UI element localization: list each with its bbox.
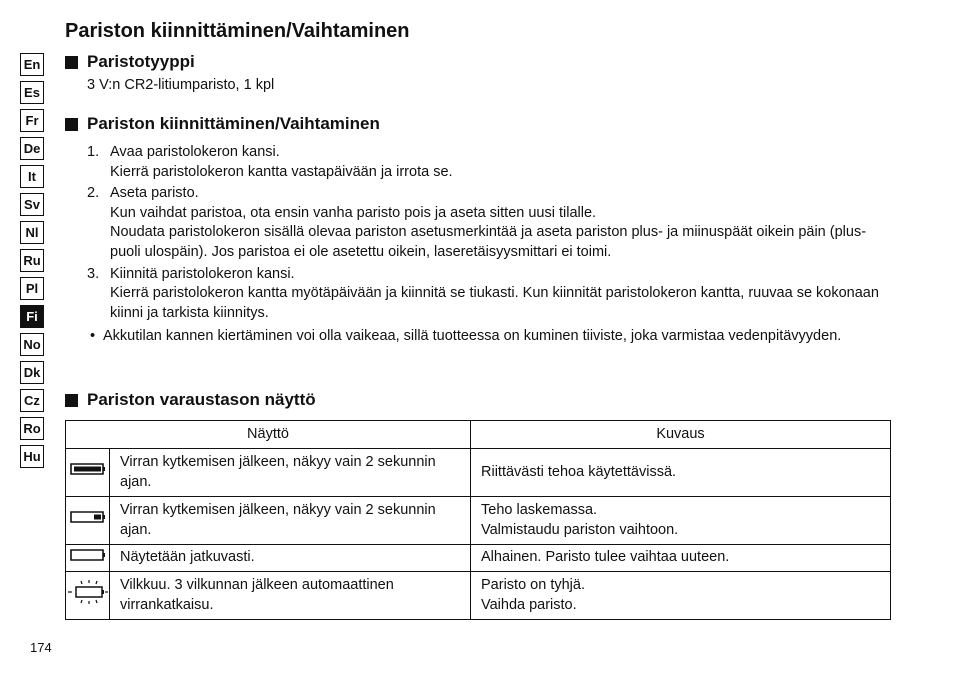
battery-type-heading-text: Paristotyyppi <box>87 52 195 71</box>
install-heading-text: Pariston kiinnittäminen/Vaihtaminen <box>87 114 380 133</box>
level-heading-text: Pariston varaustason näyttö <box>87 390 316 409</box>
language-tab-nl[interactable]: Nl <box>20 221 44 244</box>
table-row <box>66 545 891 572</box>
language-tab-no[interactable]: No <box>20 333 44 356</box>
display-cell: Virran kytkemisen jälkeen, näkyy vain 2 sekunnin ajan. <box>110 449 471 497</box>
step-number: 2. <box>87 185 100 202</box>
install-steps <box>87 143 887 325</box>
language-tab-sv[interactable]: Sv <box>20 193 44 216</box>
description-line: Valmistaudu pariston vaihtoon. <box>481 521 679 538</box>
language-tab-ro[interactable]: Ro <box>20 417 44 440</box>
description-cell <box>471 545 891 572</box>
install-heading <box>65 114 380 134</box>
description-line: Paristo on tyhjä. <box>481 576 585 593</box>
language-tab-en[interactable]: En <box>20 53 44 76</box>
language-tab-pl[interactable]: Pl <box>20 277 44 300</box>
language-tab-dk[interactable]: Dk <box>20 361 44 384</box>
step-text: Kun vaihdat paristoa, ota ensin vanha paristo pois ja aseta sitten uusi tilalle. <box>110 204 597 221</box>
language-tab-cz[interactable]: Cz <box>20 389 44 412</box>
table-row <box>66 497 891 545</box>
table-row <box>66 449 891 497</box>
table-header-row <box>66 421 891 449</box>
battery-blinking-icon <box>66 572 110 620</box>
language-tabs <box>20 53 44 473</box>
step-text: Kierrä paristolokeron kantta myötäpäivään ja kiinnitä se tiukasti. Kun kiinnität paristolokeron kantta, ruuvaa se kokonaan kiinni ja tarkista kiinnitys. <box>110 285 879 321</box>
step-number: 3. <box>87 265 100 282</box>
step-title: Aseta paristo. <box>110 185 199 202</box>
language-tab-es[interactable]: Es <box>20 81 44 104</box>
column-header-display: Näyttö <box>66 421 471 449</box>
language-tab-hu[interactable]: Hu <box>20 445 44 468</box>
step-title: Avaa paristolokeron kansi. <box>110 144 280 160</box>
step-1 <box>87 143 887 182</box>
language-tab-it[interactable]: It <box>20 165 44 188</box>
description-line: Alhainen. Paristo tulee vaihtaa uuteen. <box>481 549 730 566</box>
battery-low-icon <box>66 497 110 545</box>
battery-type-text: 3 V:n CR2-litiumparisto, 1 kpl <box>87 77 275 93</box>
language-tab-fr[interactable]: Fr <box>20 109 44 132</box>
language-tab-fi[interactable]: Fi <box>20 305 44 328</box>
step-number: 1. <box>87 144 100 160</box>
install-note <box>90 327 880 347</box>
table-row <box>66 572 891 620</box>
step-2 <box>87 184 887 262</box>
display-cell: Virran kytkemisen jälkeen, näkyy vain 2 sekunnin ajan. <box>110 497 471 545</box>
description-line: Teho laskemassa. <box>481 501 598 518</box>
square-bullet-icon <box>65 394 78 407</box>
description-cell <box>471 449 891 497</box>
description-cell <box>471 497 891 545</box>
language-tab-ru[interactable]: Ru <box>20 249 44 272</box>
description-cell <box>471 572 891 620</box>
language-tab-de[interactable]: De <box>20 137 44 160</box>
bullet-icon: • <box>90 328 96 344</box>
battery-level-table <box>65 420 891 620</box>
description-line: Riittävästi tehoa käytettävissä. <box>481 463 677 480</box>
column-header-description: Kuvaus <box>471 421 891 449</box>
level-heading <box>65 390 316 410</box>
square-bullet-icon <box>65 118 78 131</box>
display-cell: Vilkkuu. 3 vilkunnan jälkeen automaattinen virrankatkaisu. <box>110 572 471 620</box>
step-title: Kiinnitä paristolokeron kansi. <box>110 265 295 282</box>
battery-type-heading <box>65 52 195 72</box>
note-text: Akkutilan kannen kiertäminen voi olla vaikeaa, sillä tuotteessa on kuminen tiiviste, joka varmistaa vedenpitävyyden. <box>103 328 842 344</box>
page-title: Pariston kiinnittäminen/Vaihtaminen <box>65 20 410 42</box>
description-line: Vaihda paristo. <box>481 596 577 613</box>
step-text: Kierrä paristolokeron kantta vastapäivään ja irrota se. <box>110 163 453 180</box>
step-3 <box>87 265 887 324</box>
battery-full-icon <box>66 449 110 497</box>
display-cell: Näytetään jatkuvasti. <box>110 545 471 572</box>
step-text: Noudata paristolokeron sisällä olevaa pariston asetusmerkintää ja aseta pariston plus- ja miinuspäät oikein päin (plus-puoli ulospäin). Jos paristoa ei ole asetettu oikein, laseretäisyysmittari ei toimi. <box>110 224 867 260</box>
square-bullet-icon <box>65 56 78 69</box>
page-number: 174 <box>30 640 52 655</box>
battery-empty-icon <box>66 545 110 572</box>
